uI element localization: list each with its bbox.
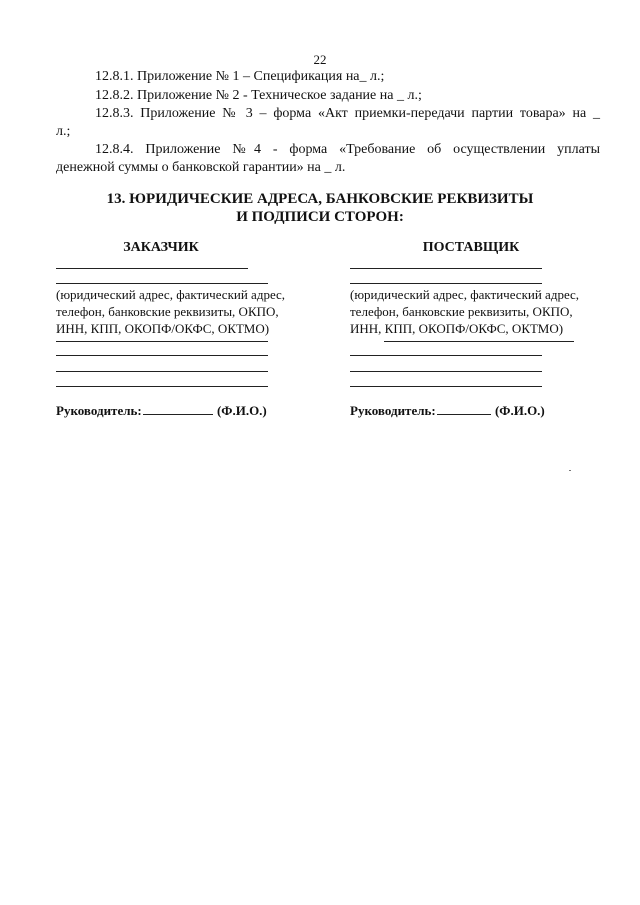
supplier-name-line [350,268,542,269]
customer-name-line [56,268,248,269]
customer-details-line-1: (юридический адрес, фактический адрес, [56,287,286,302]
customer-details-line-2: телефон, банковские реквизиты, ОКПО, [56,304,279,319]
supplier-fio-label: (Ф.И.О.) [494,403,545,418]
customer-signature-row [56,403,267,419]
scan-speck [569,470,571,471]
appendix-item-3-line-1: 12.8.3. Приложение № 3 – форма «Акт приемки-передачи партии товара» на _ [95,106,600,121]
customer-title: ЗАКАЗЧИК [123,240,199,255]
appendix-item-2: 12.8.2. Приложение № 2 - Техническое задание на _ л.; [95,88,422,103]
customer-blank-line-3 [56,371,268,372]
supplier-blank-line-4 [350,386,542,387]
customer-blank-line-2 [56,355,268,356]
customer-blank-line-1 [56,341,268,342]
supplier-details-line [350,283,542,284]
supplier-signature-label: Руководитель: [350,403,436,418]
section-title-line-2: И ПОДПИСИ СТОРОН: [236,209,404,225]
customer-details-line [56,283,268,284]
supplier-blank-line-2 [350,355,542,356]
appendix-item-1: 12.8.1. Приложение № 1 – Спецификация на_ л.; [95,69,385,84]
supplier-title: ПОСТАВЩИК [422,240,520,255]
appendix-item-4-line-2: денежной суммы о банковской гарантии» на _ л. [56,160,346,175]
customer-signature-label: Руководитель: [56,403,142,418]
supplier-signature-blank [437,403,491,415]
appendix-item-3-line-2: л.; [56,124,71,139]
customer-fio-label: (Ф.И.О.) [216,403,267,418]
page-number: 22 [313,52,327,67]
customer-details-line-3: ИНН, КПП, ОКОПФ/ОКФС, ОКТМО) [56,321,270,336]
customer-signature-blank [143,403,213,415]
appendix-item-4-line-1: 12.8.4. Приложение №4 - форма «Требование об осуществлении уплаты [95,142,600,157]
customer-blank-line-4 [56,386,268,387]
supplier-signature-row [350,403,545,419]
supplier-details-line-3: ИНН, КПП, ОКОПФ/ОКФС, ОКТМО) [350,321,564,336]
supplier-blank-line-3 [350,371,542,372]
section-title-line-1: 13. ЮРИДИЧЕСКИЕ АДРЕСА, БАНКОВСКИЕ РЕКВИЗИТЫ [106,191,534,207]
supplier-details-line-2: телефон, банковские реквизиты, ОКПО, [350,304,573,319]
supplier-blank-line-1 [384,341,574,342]
supplier-details-line-1: (юридический адрес, фактический адрес, [350,287,580,302]
